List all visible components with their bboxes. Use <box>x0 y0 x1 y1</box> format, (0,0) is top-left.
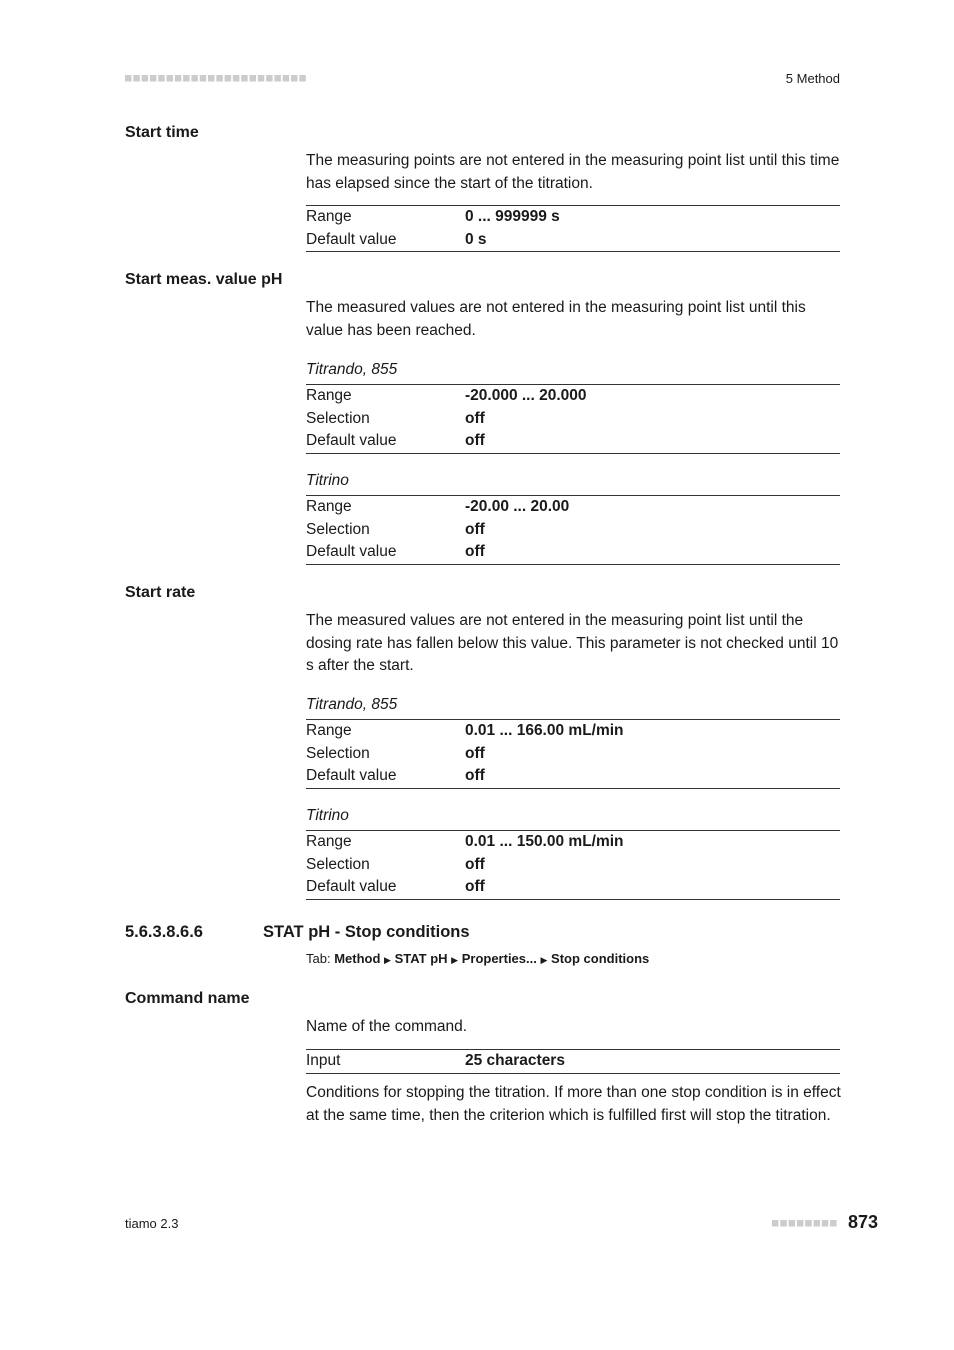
header-chapter: 5 Method <box>785 71 840 86</box>
decoration-square <box>266 75 273 82</box>
param-table-start-meas-titrando <box>306 384 840 454</box>
footer-product: tiamo 2.3 <box>125 1216 179 1231</box>
decoration-square <box>274 75 281 82</box>
decoration-square <box>250 75 257 82</box>
decoration-square <box>814 1220 821 1227</box>
decoration-square <box>183 75 190 82</box>
table-row: Range 0.01 ... 150.00 mL/min <box>306 831 840 854</box>
table-row: Default value off <box>306 430 840 453</box>
table-row: Range -20.00 ... 20.00 <box>306 496 840 519</box>
decoration-square <box>233 75 240 82</box>
tab-path-item: STAT pH <box>394 951 448 966</box>
decoration-square <box>241 75 248 82</box>
section-text-start-rate: The measured values are not entered in the measuring point list until the dosing rate has fallen below this value. This parameter is not checked until 10 s after the start. <box>306 612 839 674</box>
subsection-number: 5.6.3.8.6.6 <box>125 923 203 941</box>
header-decoration-dots <box>125 74 307 84</box>
param-table-start-rate-titrino <box>306 830 840 900</box>
section-title-start-time: Start time <box>125 124 199 141</box>
subsection-title: STAT pH - Stop conditions <box>263 923 470 941</box>
decoration-square <box>822 1220 829 1227</box>
table-row: Range 0 ... 999999 s <box>306 206 840 229</box>
decoration-square <box>158 75 165 82</box>
table-row: Input 25 characters <box>306 1050 840 1074</box>
decoration-square <box>200 75 207 82</box>
param-table-start-time <box>306 205 840 252</box>
table-row: Selection off <box>306 855 485 873</box>
decoration-square <box>291 75 298 82</box>
section-text-start-time: The measuring points are not entered in the measuring point list until this time has elapsed since the start of the titration. <box>306 152 840 192</box>
decoration-square <box>299 75 306 82</box>
triangle-right-icon: ▶ <box>540 955 548 965</box>
decoration-square <box>125 75 132 82</box>
device-label-titrino: Titrino <box>306 472 349 489</box>
footer-decoration-dots <box>772 1219 838 1229</box>
decoration-square <box>797 1220 804 1227</box>
table-row: Default value off <box>306 541 840 564</box>
triangle-right-icon: ▶ <box>384 955 391 965</box>
decoration-square <box>805 1220 812 1227</box>
decoration-square <box>175 75 182 82</box>
triangle-right-icon: ▶ <box>451 955 459 965</box>
decoration-square <box>225 75 232 82</box>
decoration-square <box>283 75 290 82</box>
section-text-start-meas-value: The measured values are not entered in the measuring point list until this value has been reached. <box>306 299 806 339</box>
decoration-square <box>167 75 174 82</box>
decoration-square <box>142 75 149 82</box>
table-row: Selection off <box>306 520 485 538</box>
decoration-square <box>133 75 140 82</box>
tab-path-item: Properties... <box>461 951 537 966</box>
decoration-square <box>830 1220 837 1227</box>
section-title-start-rate: Start rate <box>125 584 196 601</box>
param-table-start-meas-titrino <box>306 495 840 565</box>
section-text-stop-conditions: Conditions for stopping the titration. If more than one stop condition is in effect at the same time, then the criterion which is fulfilled first will stop the titration. <box>306 1084 841 1124</box>
section-text-command-name: Name of the command. <box>306 1018 468 1035</box>
device-label-titrino: Titrino <box>306 807 349 824</box>
tab-path-item: Method <box>334 951 381 966</box>
table-row: Selection off <box>306 744 485 762</box>
table-row: Range 0.01 ... 166.00 mL/min <box>306 720 840 743</box>
table-row: Default value 0 s <box>306 229 840 252</box>
section-title-start-meas-value: Start meas. value pH <box>125 271 283 288</box>
decoration-square <box>772 1220 779 1227</box>
decoration-square <box>150 75 157 82</box>
decoration-square <box>191 75 198 82</box>
tab-path-item: Stop conditions <box>551 951 650 966</box>
tab-path <box>306 951 649 966</box>
param-table-start-rate-titrando <box>306 719 840 789</box>
table-row: Default value off <box>306 876 840 899</box>
section-title-command-name: Command name <box>125 990 250 1007</box>
decoration-square <box>216 75 223 82</box>
decoration-square <box>789 1220 796 1227</box>
decoration-square <box>258 75 265 82</box>
param-table-command-name <box>306 1049 840 1074</box>
table-row: Default value off <box>306 765 840 788</box>
decoration-square <box>208 75 215 82</box>
table-row: Selection off <box>306 409 485 427</box>
page-number: 873 <box>847 1212 878 1232</box>
device-label-titrando: Titrando, 855 <box>306 696 398 713</box>
device-label-titrando: Titrando, 855 <box>306 361 398 378</box>
table-row: Range -20.000 ... 20.000 <box>306 385 840 408</box>
tab-prefix: Tab: <box>306 951 331 966</box>
decoration-square <box>780 1220 787 1227</box>
